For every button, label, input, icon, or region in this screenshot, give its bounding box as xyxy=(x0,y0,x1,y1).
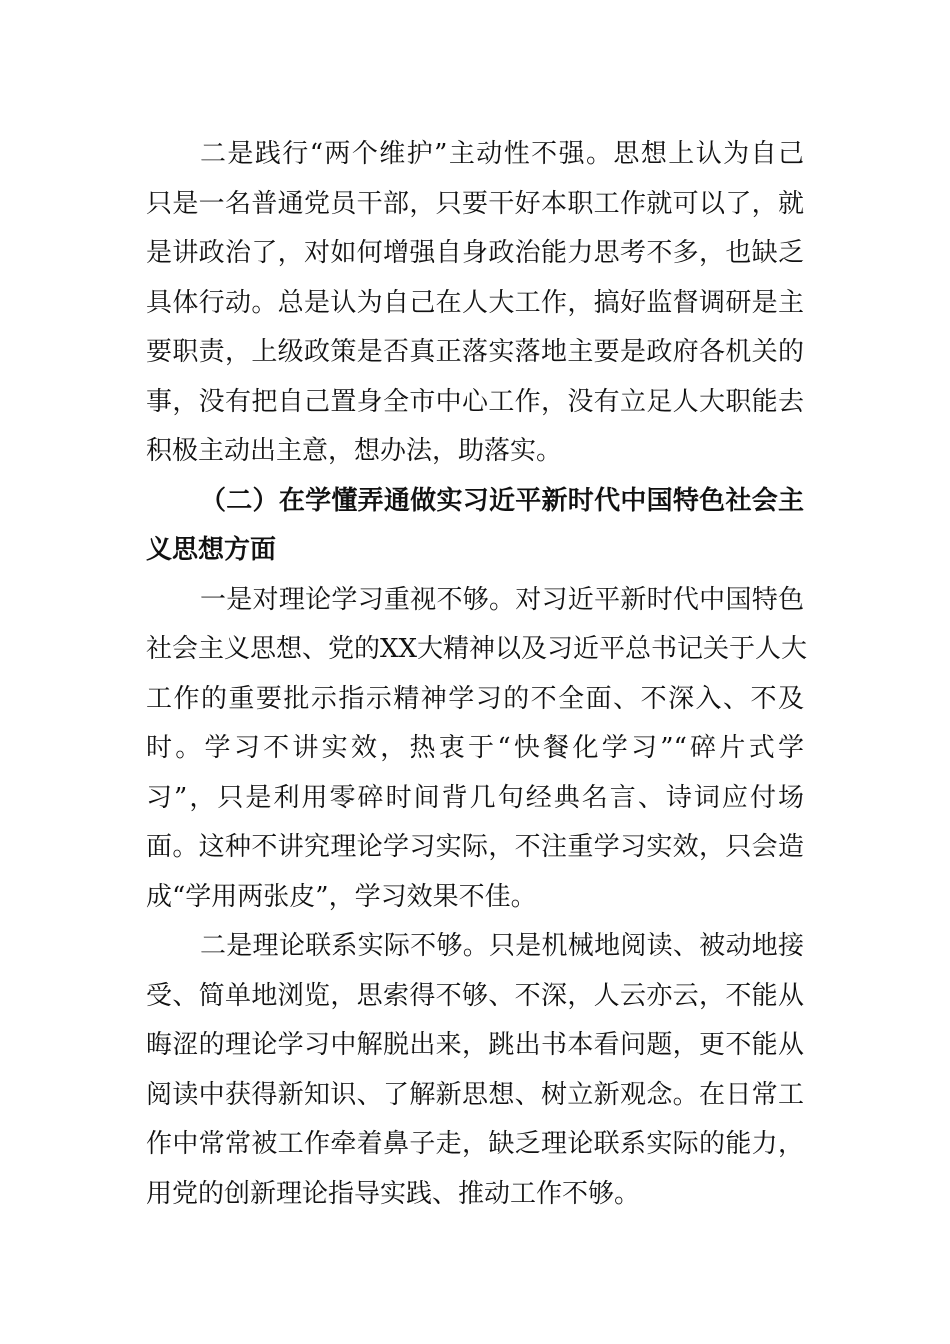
text-line: 晦涩的理论学习中解脱出来，跳出书本看问题，更不能从 xyxy=(146,1030,804,1060)
text-line: 时。学习不讲实效，热衷于“快餐化学习”“碎片式学 xyxy=(146,733,804,763)
text-line: 义思想方面 xyxy=(146,535,277,565)
body-paragraph xyxy=(146,922,804,1219)
text-line: 习”，只是利用零碎时间背几句经典名言、诗词应付场 xyxy=(146,782,804,813)
section-heading xyxy=(146,477,804,576)
text-line: 二是践行“两个维护”主动性不强。思想上认为自己 xyxy=(200,139,804,169)
text-line: 成“学用两张皮”，学习效果不佳。 xyxy=(146,881,537,912)
body-paragraph xyxy=(146,130,804,477)
text-line: 只是一名普通党员干部，只要干好本职工作就可以了，就 xyxy=(146,188,804,219)
text-line: 社会主义思想、党的XX大精神以及习近平总书记关于人大 xyxy=(146,634,808,664)
text-line: 二是理论联系实际不够。只是机械地阅读、被动地接 xyxy=(200,931,804,961)
text-line: 事，没有把自己置身全市中心工作，没有立足人大职能去 xyxy=(146,386,804,417)
text-line: 要职责，上级政策是否真正落实落地主要是政府各机关的 xyxy=(146,337,804,367)
text-line: 阅读中获得新知识、了解新思想、树立新观念。在日常工 xyxy=(146,1079,804,1110)
body-paragraph xyxy=(146,576,808,923)
text-line: 受、简单地浏览，思索得不够、不深，人云亦云，不能从 xyxy=(146,980,804,1011)
text-line: 是讲政治了，对如何增强自身政治能力思考不多，也缺乏 xyxy=(146,238,804,268)
text-line: 具体行动。总是认为自己在人大工作，搞好监督调研是主 xyxy=(146,287,804,318)
text-line: 作中常常被工作牵着鼻子走，缺乏理论联系实际的能力， xyxy=(146,1129,804,1159)
text-line: 积极主动出主意，想办法，助落实。 xyxy=(146,436,563,466)
text-line: 面。这种不讲究理论学习实际，不注重学习实效，只会造 xyxy=(146,832,804,862)
text-line: 一是对理论学习重视不够。对习近平新时代中国特色 xyxy=(200,584,804,615)
text-line: 用党的创新理论指导实践、推动工作不够。 xyxy=(146,1178,641,1209)
text-line: （二）在学懂弄通做实习近平新时代中国特色社会主 xyxy=(200,485,804,516)
text-line: 工作的重要批示指示精神学习的不全面、不深入、不及 xyxy=(146,683,804,714)
document-page xyxy=(146,130,808,1219)
